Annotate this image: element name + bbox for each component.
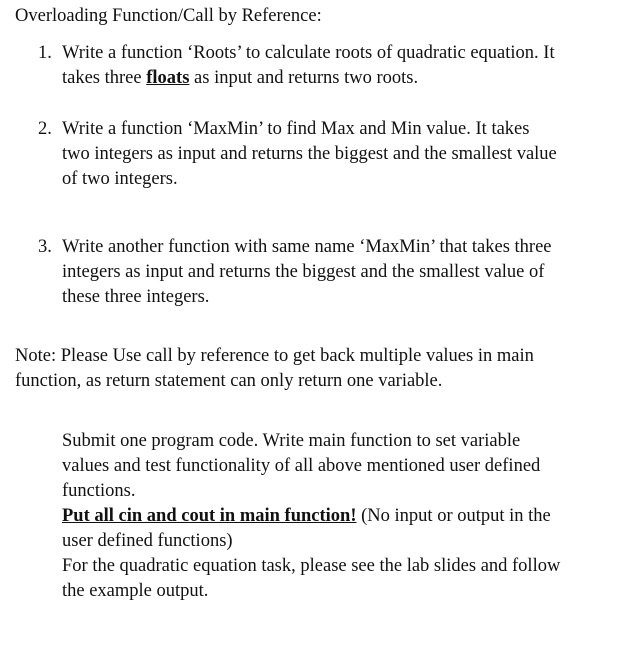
list-item-number: 2. xyxy=(38,119,52,139)
submit-line7: the example output. xyxy=(62,581,209,601)
list-item-2 xyxy=(38,117,623,192)
item2-line2: two integers as input and returns the biggest and the smallest value xyxy=(62,144,557,164)
page-title: Overloading Function/Call by Reference: xyxy=(15,6,322,26)
item3-line1: Write another function with same name ‘MaxMin’ that takes three xyxy=(62,237,552,257)
item1-line2 xyxy=(62,66,623,91)
note-line2: function, as return statement can only return one variable. xyxy=(15,371,443,391)
list-item-text xyxy=(62,117,623,192)
submit-line5: user defined functions) xyxy=(62,531,233,551)
note-line1: Note: Please Use call by reference to get back multiple values in main xyxy=(15,346,534,366)
submit-line3: functions. xyxy=(62,481,136,501)
cin-cout-emphasis: Put all cin and cout in main function! xyxy=(62,506,357,526)
list-item-number: 1. xyxy=(38,43,52,63)
submit-instructions xyxy=(62,429,560,604)
item1-line1: Write a function ‘Roots’ to calculate roots of quadratic equation. It xyxy=(62,43,555,63)
item1-line2-rest: as input and returns two roots. xyxy=(189,68,419,88)
list-item-text xyxy=(62,41,623,91)
item1-line2-text: takes three xyxy=(62,68,147,88)
item3-line3: these three integers. xyxy=(62,287,210,307)
submit-line1: Submit one program code. Write main function to set variable xyxy=(62,431,521,451)
note-paragraph xyxy=(15,344,534,394)
submit-line2: values and test functionality of all above mentioned user defined xyxy=(62,456,541,476)
floats-keyword: floats xyxy=(146,68,190,88)
submit-line4 xyxy=(62,504,560,529)
item3-line2: integers as input and returns the biggest and the smallest value of xyxy=(62,262,545,282)
list-item-number: 3. xyxy=(38,237,52,257)
submit-line4-rest: (No input or output in the xyxy=(356,506,551,526)
submit-line6: For the quadratic equation task, please see the lab slides and follow xyxy=(62,556,561,576)
list-item-text xyxy=(62,235,623,310)
list-item-3 xyxy=(38,235,623,310)
item2-line1: Write a function ‘MaxMin’ to find Max and Min value. It takes xyxy=(62,119,530,139)
item2-line3: of two integers. xyxy=(62,169,178,189)
list-item-1 xyxy=(38,41,623,91)
